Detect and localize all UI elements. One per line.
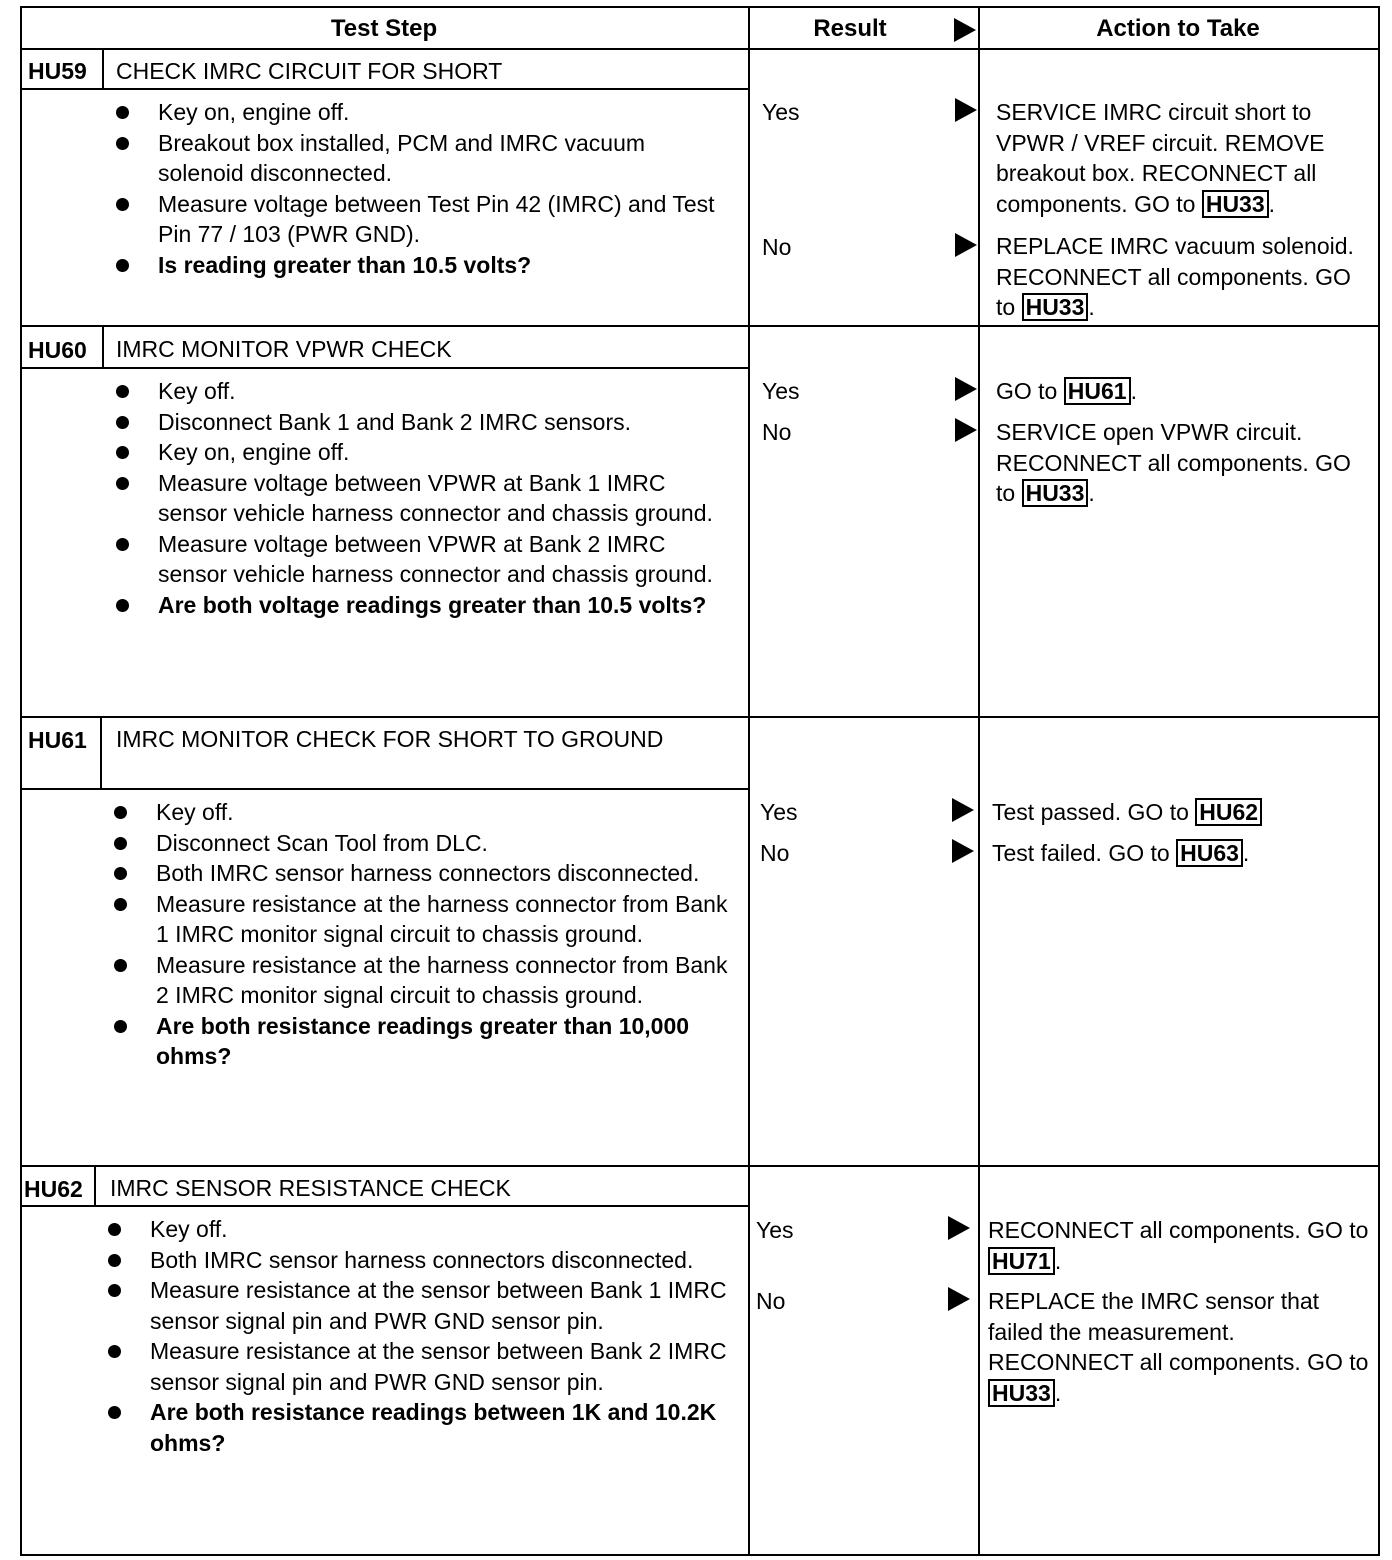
step-reference: HU62	[1195, 798, 1262, 826]
bullet-icon	[116, 106, 129, 119]
column-divider	[748, 6, 750, 1554]
list-item: Are both resistance readings greater than 10,000 ohms?	[114, 1011, 734, 1072]
action-text: SERVICE IMRC circuit short to VPWR / VREF circuit. REMOVE breakout box. RECONNECT all components. GO to HU33 .	[996, 99, 1325, 217]
step-bullets	[116, 97, 736, 280]
bullet-icon	[116, 446, 129, 459]
header-arrow-icon	[954, 18, 976, 42]
arrow-right-icon	[955, 233, 977, 257]
title-rule	[20, 367, 748, 369]
step-reference: HU33	[988, 1379, 1055, 1407]
list-item: Breakout box installed, PCM and IMRC vacuum solenoid disconnected.	[116, 128, 736, 189]
step-bullets	[116, 376, 736, 620]
result-no: No	[762, 419, 792, 445]
arrow-right-icon	[955, 98, 977, 122]
step-bullets	[108, 1214, 728, 1458]
header-action: Action to Take	[1096, 15, 1260, 42]
list-item: Are both voltage readings greater than 10.5 volts?	[116, 590, 736, 621]
list-item: Both IMRC sensor harness connectors disconnected.	[108, 1245, 728, 1276]
title-rule	[20, 88, 748, 90]
step-bullets	[114, 797, 734, 1072]
result-no: No	[756, 1288, 786, 1314]
column-divider	[978, 6, 980, 1554]
id-separator	[102, 48, 104, 88]
list-item: Key off.	[108, 1214, 728, 1245]
list-item: Key on, engine off.	[116, 437, 736, 468]
step-title: IMRC MONITOR VPWR CHECK	[116, 336, 452, 362]
list-item: Measure voltage between Test Pin 42 (IMRC) and Test Pin 77 / 103 (PWR GND).	[116, 189, 736, 250]
result-yes: Yes	[756, 1217, 794, 1243]
bullet-icon	[114, 898, 127, 911]
list-item: Both IMRC sensor harness connectors disconnected.	[114, 858, 734, 889]
bullet-icon	[108, 1284, 121, 1297]
step-id: HU60	[28, 337, 87, 363]
step-id: HU59	[28, 58, 87, 84]
result-yes: Yes	[760, 799, 798, 825]
header-test-step: Test Step	[330, 15, 438, 42]
list-item: Measure resistance at the harness connector from Bank 2 IMRC monitor signal circuit to chassis ground.	[114, 950, 734, 1011]
list-item: Disconnect Scan Tool from DLC.	[114, 828, 734, 859]
id-separator	[100, 716, 102, 788]
bullet-icon	[116, 259, 129, 272]
header-result: Result	[813, 15, 887, 42]
step-reference: HU63	[1176, 839, 1243, 867]
step-id: HU62	[24, 1176, 83, 1202]
action-text: RECONNECT all components. GO to HU71 .	[988, 1217, 1369, 1274]
bullet-icon	[114, 1020, 127, 1033]
bullet-icon	[116, 538, 129, 551]
action-text: REPLACE IMRC vacuum solenoid. RECONNECT all components. GO to HU33 .	[996, 233, 1354, 320]
action-text: Test passed. GO to HU62	[992, 797, 1368, 828]
action-text: GO to HU61 .	[996, 378, 1137, 404]
step-reference: HU61	[1064, 377, 1131, 405]
result-no: No	[762, 234, 792, 260]
result-yes: Yes	[762, 378, 800, 404]
row-rule	[20, 716, 1378, 718]
result-no: No	[760, 840, 790, 866]
step-reference: HU33	[1022, 479, 1089, 507]
list-item: Disconnect Bank 1 and Bank 2 IMRC sensors.	[116, 407, 736, 438]
header-rule	[20, 48, 1378, 50]
row-rule	[20, 325, 1378, 327]
bullet-icon	[114, 959, 127, 972]
step-title: IMRC SENSOR RESISTANCE CHECK	[110, 1175, 511, 1201]
bullet-icon	[116, 477, 129, 490]
bullet-icon	[116, 599, 129, 612]
bullet-icon	[108, 1406, 121, 1419]
list-item: Is reading greater than 10.5 volts?	[116, 250, 736, 281]
step-reference: HU33	[1202, 190, 1269, 218]
step-id: HU61	[28, 727, 87, 753]
bullet-icon	[116, 137, 129, 150]
diagnostic-table	[20, 6, 1378, 1554]
result-yes: Yes	[762, 99, 800, 125]
bullet-icon	[116, 198, 129, 211]
id-separator	[94, 1165, 96, 1205]
action-text: SERVICE open VPWR circuit. RECONNECT all components. GO to HU33 .	[996, 419, 1351, 506]
bullet-icon	[114, 867, 127, 880]
bullet-icon	[108, 1345, 121, 1358]
arrow-right-icon	[952, 839, 974, 863]
arrow-right-icon	[952, 798, 974, 822]
bullet-icon	[116, 385, 129, 398]
list-item: Measure resistance at the sensor between Bank 1 IMRC sensor signal pin and PWR GND sensor pin.	[108, 1275, 728, 1336]
action-text: REPLACE the IMRC sensor that failed the measurement. RECONNECT all components. GO to HU33 .	[988, 1288, 1369, 1406]
arrow-right-icon	[948, 1216, 970, 1240]
list-item: Measure resistance at the sensor between Bank 2 IMRC sensor signal pin and PWR GND sensor pin.	[108, 1336, 728, 1397]
list-item: Key off.	[114, 797, 734, 828]
row-rule	[20, 1165, 1378, 1167]
bullet-icon	[108, 1254, 121, 1267]
list-item: Key on, engine off.	[116, 97, 736, 128]
title-rule	[20, 1205, 748, 1207]
title-rule	[20, 788, 748, 790]
list-item: Measure voltage between VPWR at Bank 1 IMRC sensor vehicle harness connector and chassis ground.	[116, 468, 736, 529]
arrow-right-icon	[955, 418, 977, 442]
list-item: Measure resistance at the harness connector from Bank 1 IMRC monitor signal circuit to chassis ground.	[114, 889, 734, 950]
step-reference: HU33	[1022, 293, 1089, 321]
id-separator	[102, 325, 104, 367]
bullet-icon	[114, 806, 127, 819]
list-item: Are both resistance readings between 1K and 10.2K ohms?	[108, 1397, 728, 1458]
list-item: Key off.	[116, 376, 736, 407]
step-title: CHECK IMRC CIRCUIT FOR SHORT	[116, 58, 503, 84]
action-text: Test failed. GO to HU63 .	[992, 840, 1250, 866]
bullet-icon	[116, 416, 129, 429]
list-item: Measure voltage between VPWR at Bank 2 IMRC sensor vehicle harness connector and chassis ground.	[116, 529, 736, 590]
bullet-icon	[108, 1223, 121, 1236]
step-reference: HU71	[988, 1247, 1055, 1275]
step-title: IMRC MONITOR CHECK FOR SHORT TO GROUND	[116, 726, 664, 752]
arrow-right-icon	[948, 1287, 970, 1311]
bullet-icon	[114, 837, 127, 850]
arrow-right-icon	[955, 377, 977, 401]
